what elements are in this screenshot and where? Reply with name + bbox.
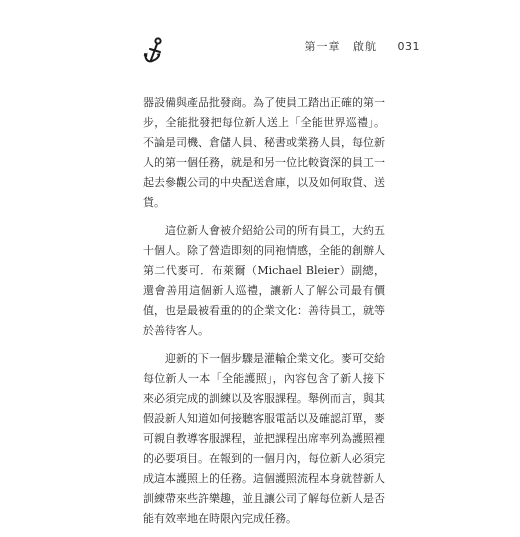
paragraph: 迎新的下一個步驟是灌輸企業文化。麥可交給每位新人一本「全能護照」，內容包含了新人接下來必須完成的訓練以及客服課程。舉例而言，與其假設新人知道如何接聽客服電話以及確認訂單，麥可親自教導客服課程，並把課程出席率列為護照裡的必要項目。在報到的一個月內，每位新人必須完成這本護照上的任務。這個護照流程本身就替新人訓練帶來些許樂趣，並且讓公司了解每位新人是否能有效率地在時限內完成任務。: [143, 352, 385, 525]
running-head: [305, 38, 421, 54]
page-header: [0, 34, 520, 64]
page-number: 031: [397, 40, 420, 53]
anchor-icon: [143, 37, 167, 65]
chapter-title: 啟航: [353, 40, 377, 53]
chapter-label: 第一章: [304, 40, 341, 53]
paragraph: 這位新人會被介紹給公司的所有員工，大約五十個人。除了營造即刻的同袍情感，全能的創辦人第二代麥可．布萊爾（Michael Bleier）副總，還會善用這個新人巡禮，讓新人了解公司最有價值，也是最被看重的的企業文化：善待員工，就等於善待客人。: [143, 224, 385, 337]
paragraph: 器設備與產品批發商。為了使員工踏出正確的第一步，全能批發把每位新人送上「全能世界巡禮」。不論是司機、倉儲人員、秘書或業務人員，每位新人的第一個任務，就是和另一位比較資深的員工一起去參觀公司的中央配送倉庫，以及如何取貨、送貨。: [143, 96, 385, 209]
body-text: [143, 93, 385, 537]
